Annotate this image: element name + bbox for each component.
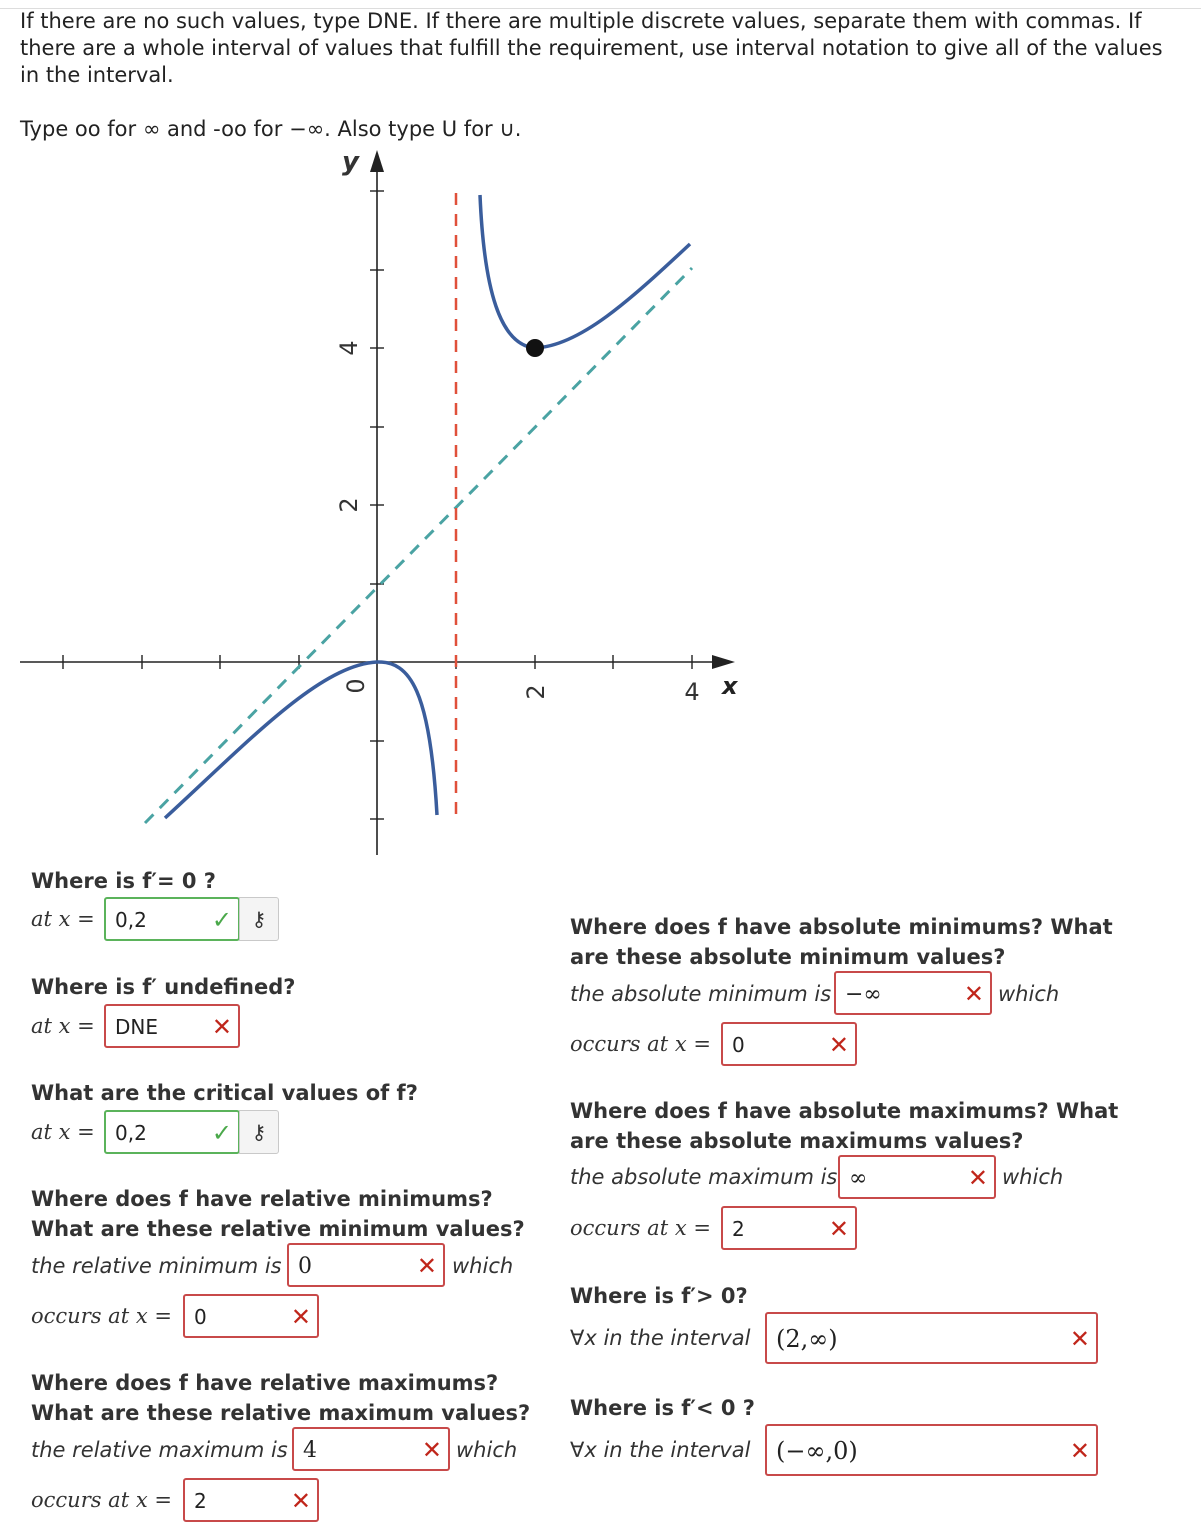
incorrect-x-icon: ✕ xyxy=(1069,1325,1090,1353)
fprime-undefined-input[interactable] xyxy=(104,1004,240,1048)
absolute-minimum-occurs-input[interactable] xyxy=(721,1022,857,1066)
q-critical-values-prefix: at x = xyxy=(31,1120,95,1144)
relative-maximum-which: which xyxy=(456,1438,518,1462)
relative-maximum-prefix: the relative maximum is xyxy=(31,1438,288,1462)
fprime-undefined-value: DNE xyxy=(115,1015,158,1039)
q-relative-maximums: Where does f have relative maximums? What are these relative maximum values? xyxy=(31,1371,531,1425)
x-axis-arrow xyxy=(712,655,735,669)
answer-key-icon[interactable]: ⚷ xyxy=(239,1110,279,1154)
fprime-negative-value: (−∞,0) xyxy=(776,1437,858,1465)
fprime-positive-input[interactable] xyxy=(765,1312,1098,1364)
answer-key-icon[interactable]: ⚷ xyxy=(239,897,279,941)
absolute-maximum-input[interactable] xyxy=(838,1155,996,1199)
absolute-maximum-occurs-prefix: occurs at x = xyxy=(570,1216,711,1240)
absolute-maximum-value: ∞ xyxy=(849,1166,868,1191)
relative-maximum-value: 4 xyxy=(303,1438,317,1463)
critical-values-value: 0,2 xyxy=(115,1121,147,1145)
curve-right-branch xyxy=(480,195,690,348)
x-axis-label: x xyxy=(722,672,738,700)
curve-left-branch xyxy=(165,662,437,818)
fprime-negative-input[interactable] xyxy=(765,1424,1098,1476)
x-tick-label-2: 2 xyxy=(522,684,550,700)
relative-minimum-input[interactable] xyxy=(287,1243,445,1287)
relative-maximum-occurs-value: 2 xyxy=(194,1489,207,1513)
incorrect-x-icon: ✕ xyxy=(290,1303,311,1331)
q-fprime-zero-prefix: at x = xyxy=(31,907,95,931)
incorrect-x-icon: ✕ xyxy=(421,1436,442,1464)
relative-maximum-occurs-input[interactable] xyxy=(183,1478,319,1522)
relative-minimum-which: which xyxy=(452,1254,514,1278)
absolute-minimum-which: which xyxy=(998,982,1060,1006)
q-fprime-undefined: Where is f′ undefined? xyxy=(31,975,296,999)
correct-check-icon: ✓ xyxy=(211,1119,232,1147)
absolute-maximum-prefix: the absolute maximum is xyxy=(570,1165,838,1189)
incorrect-x-icon: ✕ xyxy=(1069,1437,1090,1465)
q-fprime-negative: Where is f′< 0 ? xyxy=(570,1396,755,1420)
intro-text: If there are no such values, type DNE. If there are multiple discrete values, separate them with commas. If there are a whole interval of values that fulfill the requirement, use interval notation to give all of the values in the interval. xyxy=(20,9,1163,87)
incorrect-x-icon: ✕ xyxy=(963,980,984,1008)
absolute-minimum-occurs-value: 0 xyxy=(732,1033,745,1057)
relative-minimum-prefix: the relative minimum is xyxy=(31,1254,282,1278)
q-fprime-zero: Where is f′= 0 ? xyxy=(31,869,216,893)
instructions-text: Type oo for ∞ and -oo for −∞. Also type U for ∪. xyxy=(20,117,522,141)
absolute-maximum-occurs-value: 2 xyxy=(732,1217,745,1241)
x-tick-label-0: 0 xyxy=(342,678,370,694)
y-axis-label: y xyxy=(342,147,359,177)
absolute-minimum-prefix: the absolute minimum is xyxy=(570,982,832,1006)
y-axis-arrow xyxy=(370,150,384,172)
q-critical-values: What are the critical values of f? xyxy=(31,1081,418,1105)
fprime-positive-prefix: ∀x in the interval xyxy=(570,1326,751,1350)
fprime-zero-value: 0,2 xyxy=(115,908,147,932)
incorrect-x-icon: ✕ xyxy=(290,1487,311,1515)
relative-minimum-value: 0 xyxy=(298,1254,312,1279)
y-tick-label-2: 2 xyxy=(335,497,363,513)
y-tick-label-4: 4 xyxy=(335,340,363,356)
correct-check-icon: ✓ xyxy=(211,906,232,934)
local-minimum-point xyxy=(526,339,544,357)
critical-values-input[interactable] xyxy=(104,1110,240,1154)
incorrect-x-icon: ✕ xyxy=(828,1215,849,1243)
absolute-maximum-occurs-input[interactable] xyxy=(721,1206,857,1250)
fprime-positive-value: (2,∞) xyxy=(776,1325,838,1353)
oblique-asymptote xyxy=(145,268,692,823)
incorrect-x-icon: ✕ xyxy=(828,1031,849,1059)
relative-maximum-occurs-prefix: occurs at x = xyxy=(31,1488,172,1512)
absolute-minimum-input[interactable] xyxy=(834,971,992,1015)
relative-minimum-occurs-prefix: occurs at x = xyxy=(31,1304,172,1328)
relative-minimum-occurs-value: 0 xyxy=(194,1305,207,1329)
q-absolute-minimums: Where does f have absolute minimums? What are these absolute minimum values? xyxy=(570,915,1113,969)
x-tick-label-4: 4 xyxy=(684,678,700,706)
incorrect-x-icon: ✕ xyxy=(967,1164,988,1192)
relative-minimum-occurs-input[interactable] xyxy=(183,1294,319,1338)
incorrect-x-icon: ✕ xyxy=(416,1252,437,1280)
q-fprime-positive: Where is f′> 0? xyxy=(570,1284,748,1308)
absolute-maximum-which: which xyxy=(1002,1165,1064,1189)
absolute-minimum-value: −∞ xyxy=(845,982,882,1007)
fprime-zero-input[interactable] xyxy=(104,897,240,941)
relative-maximum-input[interactable] xyxy=(292,1427,450,1471)
q-relative-minimums: Where does f have relative minimums? What are these relative minimum values? xyxy=(31,1187,525,1241)
fprime-negative-prefix: ∀x in the interval xyxy=(570,1438,751,1462)
function-graph xyxy=(0,140,760,860)
incorrect-x-icon: ✕ xyxy=(211,1013,232,1041)
q-fprime-undefined-prefix: at x = xyxy=(31,1014,95,1038)
absolute-minimum-occurs-prefix: occurs at x = xyxy=(570,1032,711,1056)
q-absolute-maximums: Where does f have absolute maximums? What are these absolute maximums values? xyxy=(570,1099,1119,1153)
